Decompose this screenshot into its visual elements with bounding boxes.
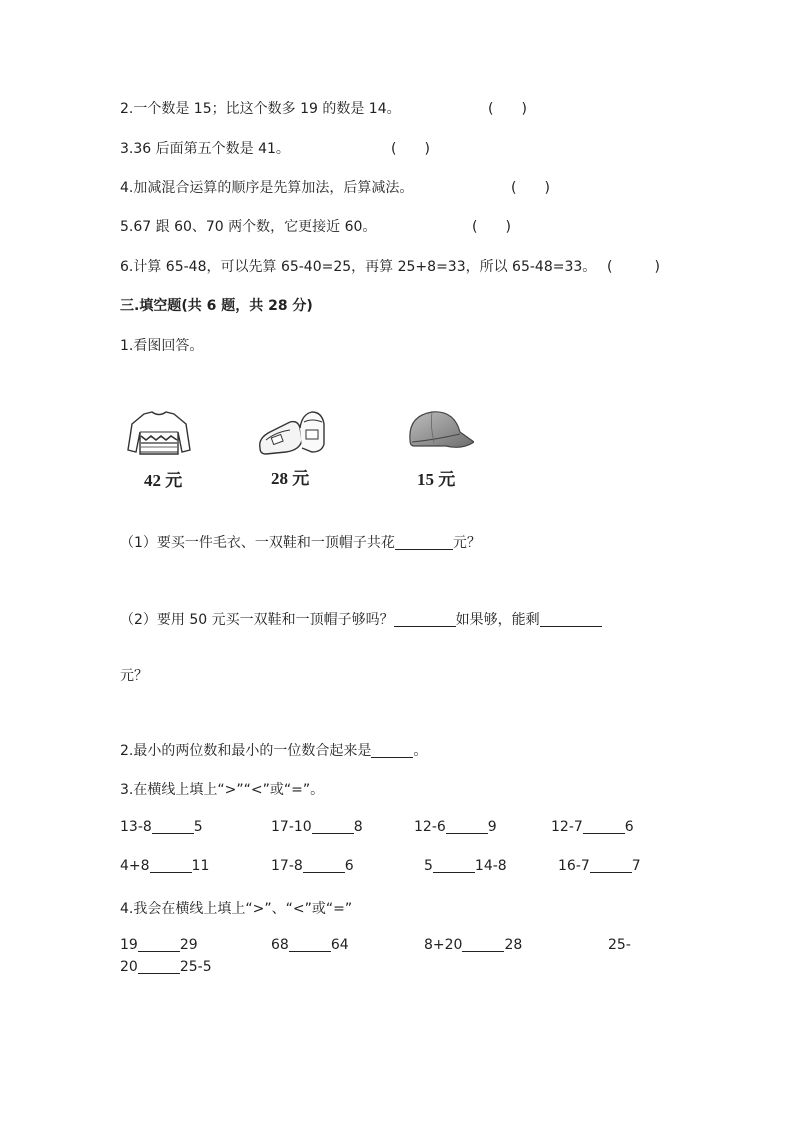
judgement-item-4 <box>120 177 413 197</box>
expr-right: 14-8 <box>474 858 507 874</box>
compare-item <box>414 819 497 835</box>
compare-item <box>120 858 209 874</box>
question-tail: 。 <box>413 743 428 759</box>
price-label: 15 元 <box>417 470 456 489</box>
sub-question-text: （2）要用 50 元买一双鞋和一顶帽子够吗？ <box>120 612 394 628</box>
expr-right: 6 <box>624 819 634 835</box>
answer-blank[interactable] <box>150 858 192 873</box>
answer-blank[interactable] <box>138 937 180 952</box>
expr-right: 28 <box>504 937 523 953</box>
expr-left: 17-10 <box>271 819 312 835</box>
expr-right: 9 <box>487 819 497 835</box>
answer-paren[interactable]: ( ) <box>391 141 430 157</box>
expr-left: 12-6 <box>414 819 446 835</box>
expr-left: 4+8 <box>120 858 150 874</box>
expr-left: 5 <box>424 858 433 874</box>
answer-blank[interactable] <box>289 937 331 952</box>
answer-paren[interactable]: ( ) <box>607 259 660 275</box>
answer-blank[interactable] <box>540 612 602 627</box>
compare-item <box>120 959 212 975</box>
answer-blank[interactable] <box>138 959 180 974</box>
answer-paren[interactable]: ( ) <box>511 180 550 196</box>
compare-item <box>271 819 363 835</box>
answer-blank[interactable] <box>395 535 453 550</box>
sub-question-mid: 如果够，能剩 <box>455 612 540 628</box>
answer-blank[interactable] <box>462 937 504 952</box>
expr-left: 13-8 <box>120 819 152 835</box>
expr-left: 16-7 <box>558 858 590 874</box>
answer-paren[interactable]: ( ) <box>472 219 511 235</box>
answer-blank[interactable] <box>433 858 475 873</box>
cap-icon <box>404 406 474 456</box>
expr-left: 17-8 <box>271 858 303 874</box>
question-title: 1.看图回答。 <box>120 338 204 354</box>
answer-blank[interactable] <box>590 858 632 873</box>
sub-question-tail: 元？ <box>452 535 481 551</box>
sub-question-tail: 元？ <box>120 668 148 684</box>
price-label: 42 元 <box>144 471 183 490</box>
judgement-text: 5.67 跟 60、70 两个数，它更接近 60。 <box>120 219 377 235</box>
expr-left: 19 <box>120 937 138 953</box>
judgement-text: 6.计算 65-48，可以先算 65-40=25，再算 25+8=33，所以 65-48=33。 <box>120 259 597 275</box>
question-2 <box>120 740 427 760</box>
sub-question-2 <box>120 609 602 629</box>
expr-right: 6 <box>344 858 354 874</box>
expr-left: 12-7 <box>551 819 583 835</box>
compare-item <box>271 858 354 874</box>
question-title: 4.我会在横线上填上“>”、“<”或“=” <box>120 901 353 917</box>
compare-item <box>271 937 349 953</box>
compare-item <box>424 858 507 874</box>
judgement-item-6 <box>120 256 596 276</box>
compare-item <box>558 858 641 874</box>
expr-right: 64 <box>330 937 349 953</box>
expr-right: 29 <box>179 937 198 953</box>
answer-blank[interactable] <box>152 819 194 834</box>
compare-item-left: 25- <box>608 937 631 953</box>
question-title: 3.在横线上填上“>”“<”或“=”。 <box>120 782 325 798</box>
answer-blank[interactable] <box>312 819 354 834</box>
judgement-item-3 <box>120 138 290 158</box>
sub-question-text: （1）要买一件毛衣、一双鞋和一顶帽子共花 <box>120 535 395 551</box>
judgement-item-5 <box>120 216 376 236</box>
answer-blank[interactable] <box>394 612 456 627</box>
question-text: 2.最小的两位数和最小的一位数合起来是 <box>120 743 372 759</box>
compare-item <box>424 937 522 953</box>
expr-left: 20 <box>120 959 138 975</box>
sub-question-1 <box>120 532 481 552</box>
expr-left: 68 <box>271 937 289 953</box>
expr-right: 8 <box>353 819 363 835</box>
expr-right: 7 <box>631 858 641 874</box>
sweater-icon <box>124 410 194 460</box>
answer-blank[interactable] <box>303 858 345 873</box>
expr-right: 11 <box>191 858 210 874</box>
expr-left: 8+20 <box>424 937 463 953</box>
answer-paren[interactable]: ( ) <box>488 101 527 117</box>
compare-item <box>551 819 634 835</box>
shoes-icon <box>256 408 331 458</box>
judgement-text: 4.加减混合运算的顺序是先算加法，后算减法。 <box>120 180 414 196</box>
judgement-text: 2.一个数是 15；比这个数多 19 的数是 14。 <box>120 101 401 117</box>
judgement-item-2 <box>120 98 401 118</box>
expr-right: 25-5 <box>179 959 212 975</box>
judgement-text: 3.36 后面第五个数是 41。 <box>120 141 290 157</box>
expr-right: 5 <box>193 819 203 835</box>
answer-blank[interactable] <box>371 743 413 758</box>
section-title: 三.填空题(共 6 题，共 28 分) <box>120 298 313 314</box>
compare-item <box>120 937 198 953</box>
answer-blank[interactable] <box>583 819 625 834</box>
compare-item <box>120 819 203 835</box>
price-label: 28 元 <box>271 469 310 488</box>
answer-blank[interactable] <box>446 819 488 834</box>
